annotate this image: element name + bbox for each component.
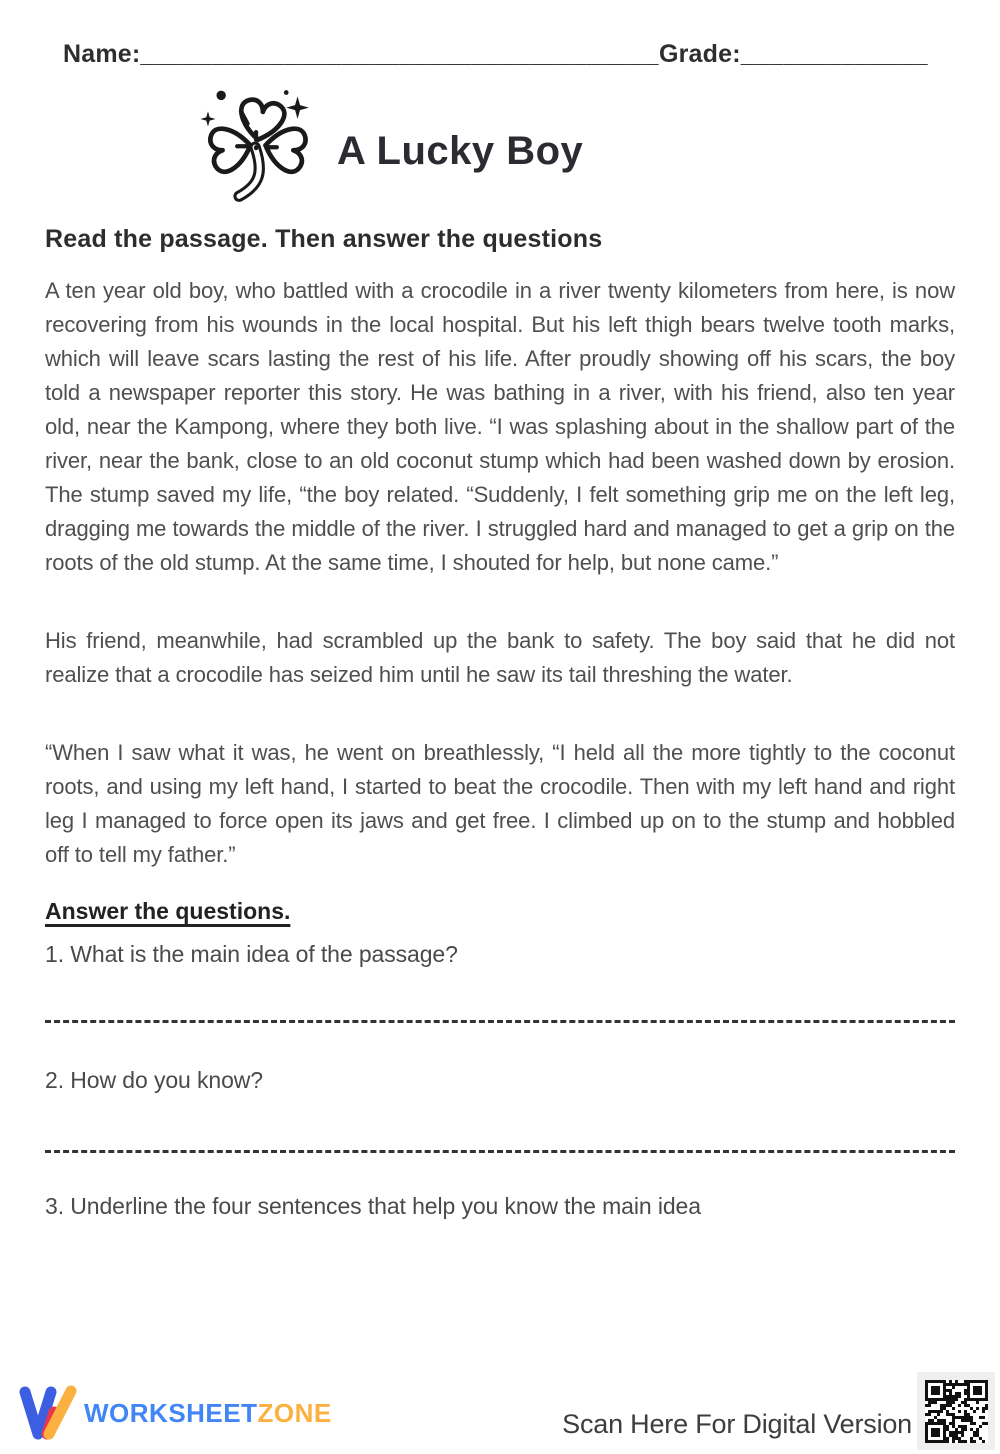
passage-paragraph-1: A ten year old boy, who battled with a crocodile in a river twenty kilometers from here, is now recovering from his wounds in the local hospital. But his left thigh bears twelve tooth marks, which will leave scars lasting the rest of his life. After proudly showing off his scars, the boy told a newspaper reporter this story. He was bathing in a river, with his friend, also ten year old, near the Kampong, where they both live. “I was splashing about in the shallow part of the river, near the bank, close to an old coconut stump which had been washed down by erosion. The stump saved my life, “the boy related. “Suddenly, I felt something grip me on the left leg, dragging me towards the middle of the river. I struggled hard and managed to get a grip on the roots of the old stump. At the same time, I shouted for help, but none came.” xyxy=(45,278,955,575)
worksheet-zone-logo-text xyxy=(84,1398,332,1429)
page-title: A Lucky Boy xyxy=(337,128,584,173)
answer-line-1[interactable] xyxy=(45,1020,955,1023)
worksheet-zone-logo xyxy=(18,1382,332,1444)
questions-heading: Answer the questions. xyxy=(45,898,291,924)
passage-paragraph-2: His friend, meanwhile, had scrambled up the bank to safety. The boy said that he did not realize that a crocodile has seized him until he saw its tail threshing the water. xyxy=(45,628,955,687)
reading-passage xyxy=(45,274,955,872)
grade-blank-line[interactable]: _____________ xyxy=(740,40,928,68)
passage-paragraph-3: “When I saw what it was, he went on breathlessly, “I held all the more tightly to the coconut roots, and using my left hand, I started to beat the crocodile. Then with my left hand and right leg I managed to force open its jaws and get free. I climbed up on to the stump and hobbled off to tell my father.” xyxy=(45,740,955,867)
qr-code xyxy=(917,1372,995,1450)
question-2: 2. How do you know? xyxy=(45,1067,264,1093)
logo-zone-text: ZONE xyxy=(257,1397,332,1428)
title-row xyxy=(193,85,955,217)
scan-here-text: Scan Here For Digital Version xyxy=(562,1409,912,1439)
grade-field[interactable] xyxy=(659,40,928,69)
instructions-heading: Read the passage. Then answer the questions xyxy=(45,225,603,253)
footer xyxy=(0,1368,1000,1454)
worksheet-zone-logo-icon xyxy=(18,1382,78,1444)
shamrock-icon xyxy=(193,85,321,217)
name-blank-line[interactable]: ____________________________________ xyxy=(140,40,659,68)
question-1: 1. What is the main idea of the passage? xyxy=(45,941,458,967)
name-label: Name: xyxy=(63,40,141,68)
worksheet-page xyxy=(0,40,1000,1220)
name-field[interactable] xyxy=(63,40,659,69)
question-3: 3. Underline the four sentences that help you know the main idea xyxy=(45,1193,701,1219)
answer-line-2[interactable] xyxy=(45,1150,955,1153)
header xyxy=(45,40,955,69)
questions-section xyxy=(45,872,955,1220)
grade-label: Grade: xyxy=(658,40,741,68)
logo-worksheet-text: WORKSHEET xyxy=(84,1397,258,1428)
